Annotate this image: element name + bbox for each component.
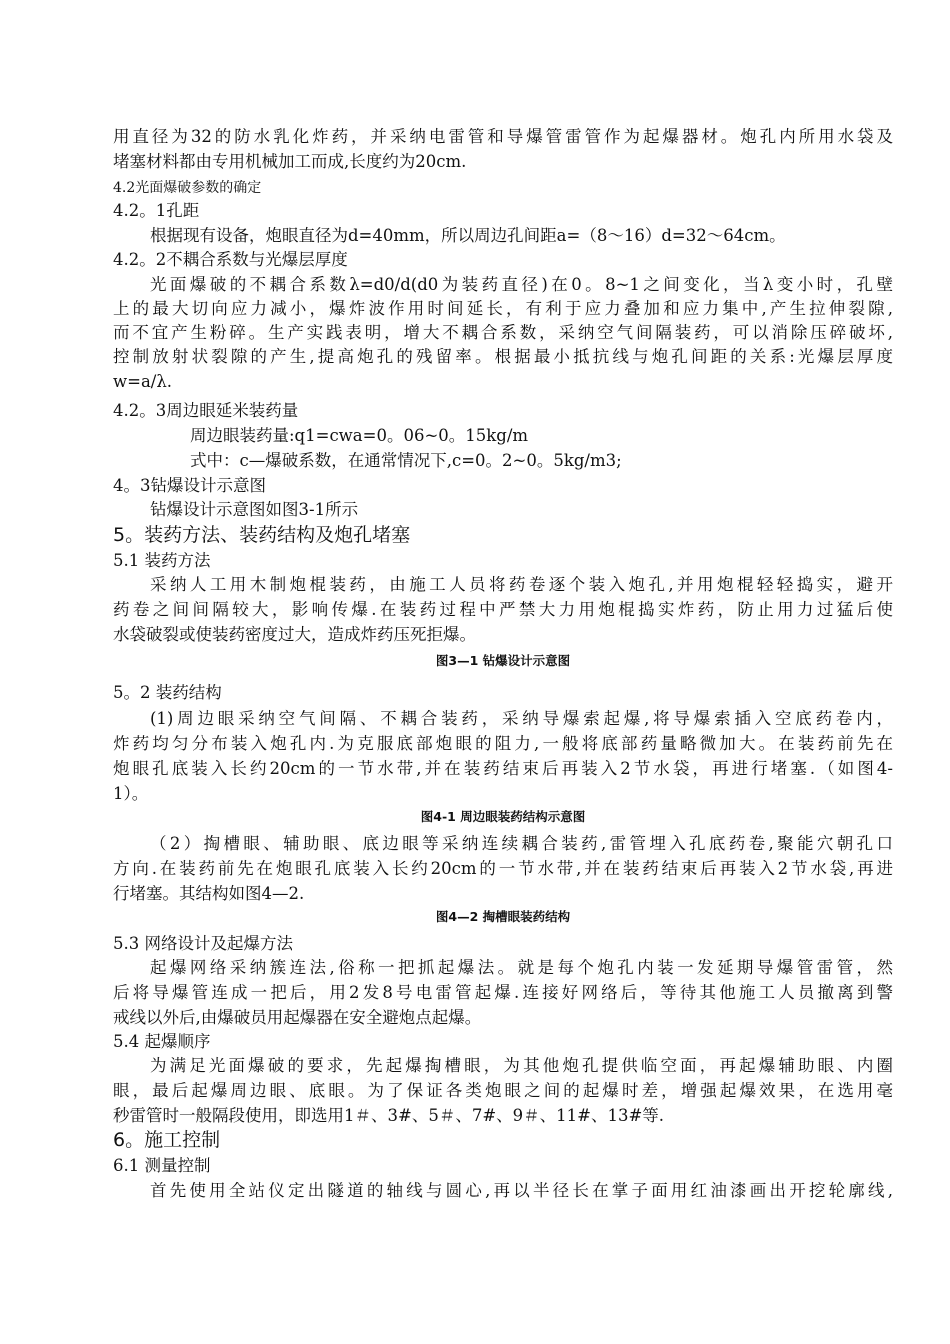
paragraph-line: （2）掏槽眼、辅助眼、底边眼等采纳连续耦合装药,雷管埋入孔底药卷,聚能穴朝孔口 — [150, 834, 893, 853]
section-4-3-title: 4。3钻爆设计示意图 — [113, 476, 266, 495]
paragraph-line: 药卷之间间隔较大，影响传爆.在装药过程中严禁大力用炮棍捣实炸药，防止用力过猛后使 — [113, 600, 893, 619]
section-4-3-text: 钻爆设计示意图如图3-1所示 — [150, 500, 359, 519]
subsection-4-2-2-title: 4.2。2不耦合系数与光爆层厚度 — [113, 250, 348, 269]
section-5-1-title: 5.1 装药方法 — [113, 551, 211, 570]
paragraph-line: 1）。 — [113, 784, 149, 803]
formula-line: 周边眼装药量:q1=cwa=0。06~0。15kg/m — [190, 426, 529, 445]
section-5-4-title: 5.4 起爆顺序 — [113, 1032, 211, 1051]
paragraph-line: 方向.在装药前先在炮眼孔底装入长约20cm的一节水带,并在装药结束后再装入2节水袋,再进 — [113, 859, 893, 878]
paragraph-line: 后将导爆管连成一把后，用2发8号电雷管起爆.连接好网络后，等待其他施工人员撤离到警 — [113, 983, 893, 1002]
paragraph-line: 光面爆破的不耦合系数λ=d0/d(d0为装药直径)在0。8~1之间变化，当λ变小时，孔壁 — [150, 275, 893, 294]
paragraph-line: 而不宜产生粉碎。生产实践表明，增大不耦合系数，采纳空气间隔装药，可以消除压碎破坏, — [113, 323, 893, 342]
formula-where-line: 式中：c—爆破系数，在通常情况下,c=0。2~0。5kg/m3; — [190, 451, 622, 470]
paragraph-line: 炸药均匀分布装入炮孔内.为克服底部炮眼的阻力,一般将底部药量略微加大。在装药前先在 — [113, 734, 893, 753]
paragraph-line: 为满足光面爆破的要求，先起爆掏槽眼，为其他炮孔提供临空面，再起爆辅助眼、内圈 — [150, 1056, 893, 1075]
paragraph-line: 首先使用全站仪定出隧道的轴线与圆心,再以半径长在掌子面用红油漆画出开挖轮廓线, — [150, 1181, 893, 1200]
paragraph-line: 眼，最后起爆周边眼、底眼。为了保证各类炮眼之间的起爆时差，增强起爆效果，在选用毫 — [113, 1081, 893, 1100]
section-5-3-title: 5.3 网络设计及起爆方法 — [113, 934, 293, 953]
section-5-2-title: 5。2 装药结构 — [113, 683, 222, 702]
figure-caption-4-1: 图4-1 周边眼装药结构示意图 — [420, 809, 586, 824]
section-6-1-title: 6.1 测量控制 — [113, 1156, 211, 1175]
paragraph-line: 秒雷管时一般隔段使用，即选用1＃、3#、5＃、7#、9＃、11#、13#等. — [113, 1106, 665, 1125]
paragraph-line: 戒线以外后,由爆破员用起爆器在安全避炮点起爆。 — [113, 1008, 482, 1027]
intro-line-2: 堵塞材料都由专用机械加工而成,长度约为20cm. — [113, 152, 467, 171]
figure-caption-4-2: 图4—2 掏槽眼装药结构 — [435, 909, 571, 924]
paragraph-line: w=a/λ. — [113, 372, 173, 391]
paragraph-line: 炮眼孔底装入长约20cm的一节水带,并在装药结束后再装入2节水袋，再进行堵塞.（如图4- — [113, 759, 893, 778]
section-6-heading: 6。施工控制 — [113, 1129, 221, 1151]
figure-caption-3-1: 图3—1 钻爆设计示意图 — [435, 653, 571, 668]
intro-line-1: 用直径为32的防水乳化炸药，并采纳电雷管和导爆管雷管作为起爆器材。炮孔内所用水袋及 — [113, 127, 893, 146]
subsection-4-2-1-title: 4.2。1孔距 — [113, 201, 200, 220]
paragraph-line: (1)周边眼采纳空气间隔、不耦合装药，采纳导爆索起爆,将导爆索插入空底药卷内， — [150, 709, 893, 728]
paragraph-line: 行堵塞。其结构如图4—2. — [113, 884, 305, 903]
paragraph-line: 采纳人工用木制炮棍装药，由施工人员将药卷逐个装入炮孔,并用炮棍轻轻捣实，避开 — [150, 575, 893, 594]
paragraph-line: 上的最大切向应力减小，爆炸波作用时间延长，有利于应力叠加和应力集中,产生拉伸裂隙, — [113, 299, 893, 318]
paragraph-line: 控制放射状裂隙的产生,提高炮孔的残留率。根据最小抵抗线与炮孔间距的关系:光爆层厚度 — [113, 347, 893, 366]
subsection-4-2-1-text: 根据现有设备，炮眼直径为d=40mm，所以周边孔间距a=（8～16）d=32～64cm。 — [150, 226, 786, 245]
section-4-2-title: 4.2光面爆破参数的确定 — [113, 180, 262, 196]
subsection-4-2-3-title: 4.2。3周边眼延米装药量 — [113, 401, 299, 420]
paragraph-line: 水袋破裂或使装药密度过大，造成炸药压死拒爆。 — [113, 625, 476, 644]
paragraph-line: 起爆网络采纳簇连法,俗称一把抓起爆法。就是每个炮孔内装一发延期导爆管雷管，然 — [150, 958, 893, 977]
section-5-heading: 5。装药方法、装药结构及炮孔堵塞 — [113, 524, 411, 546]
